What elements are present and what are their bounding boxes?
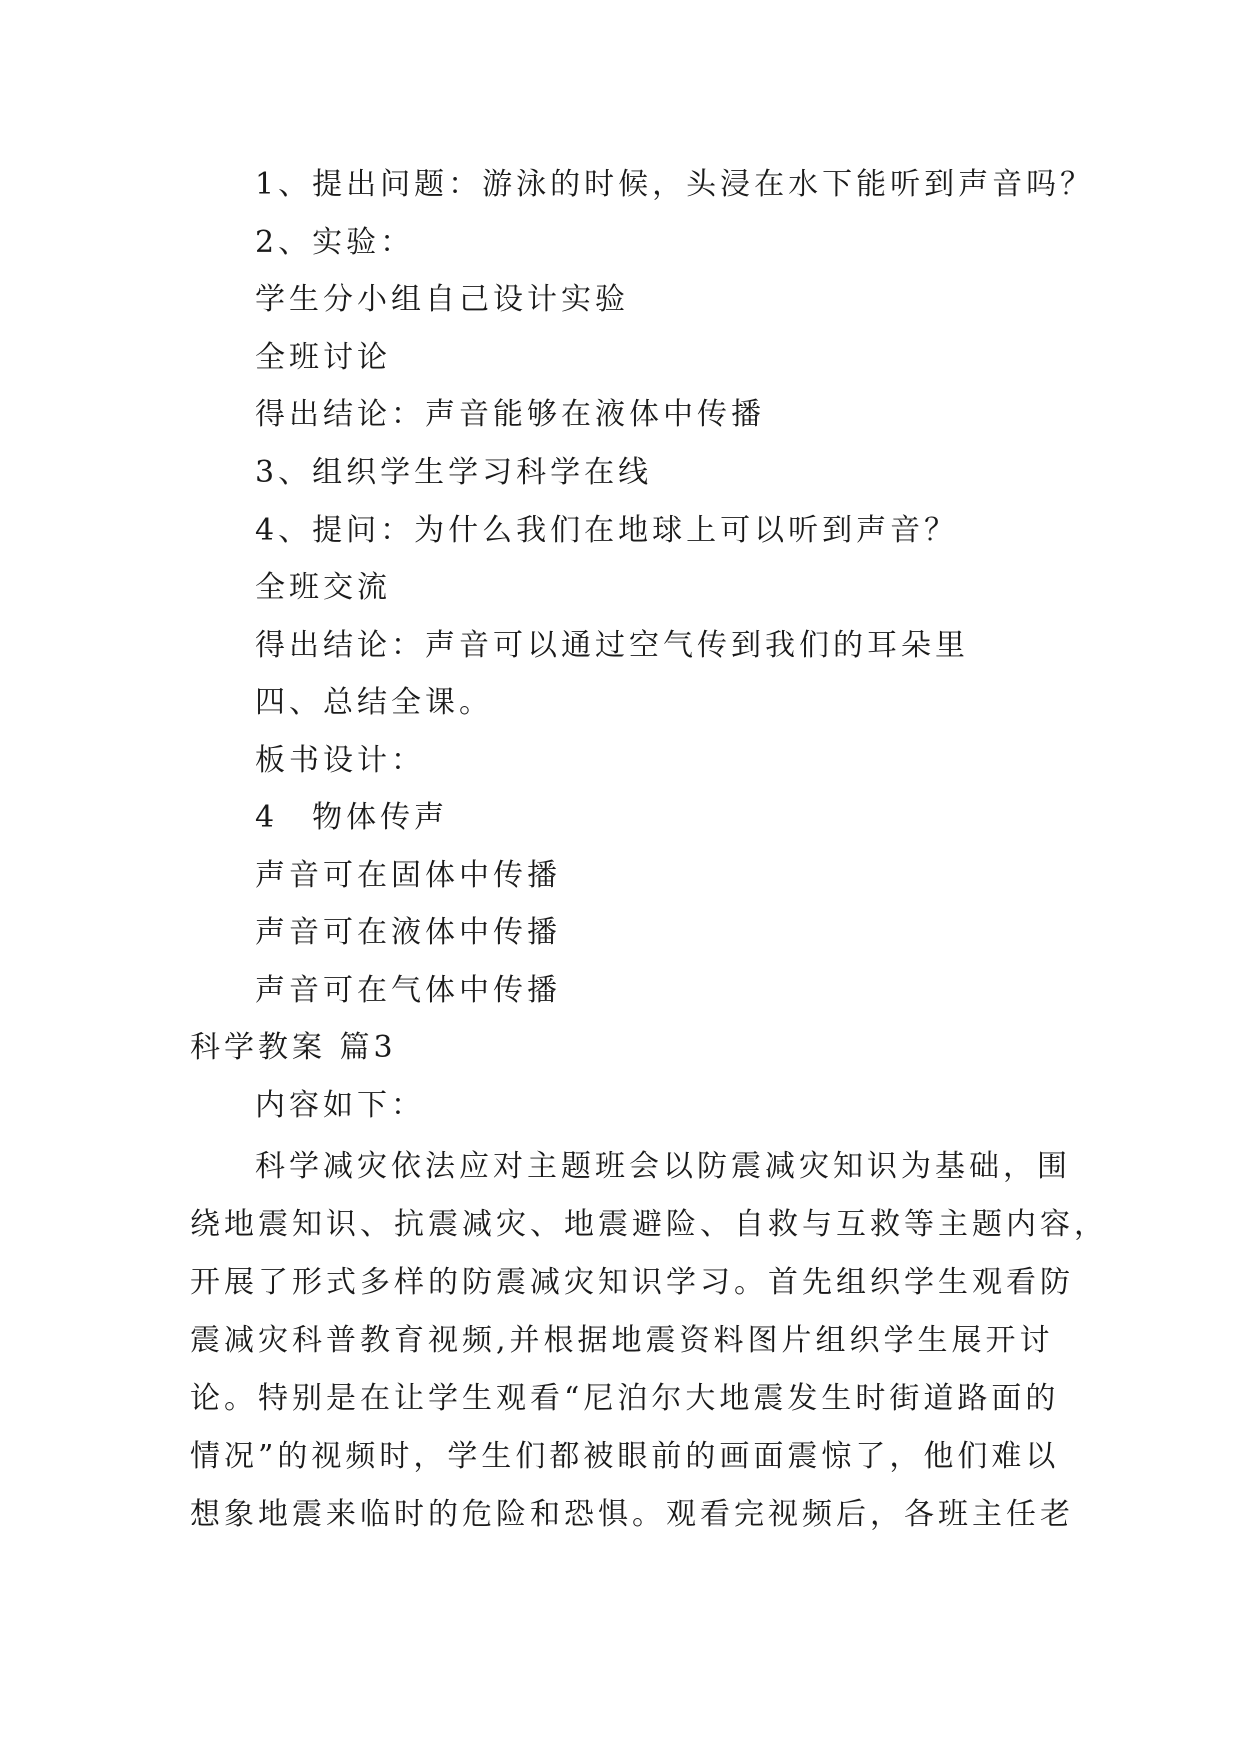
- text-line-question: 1、提出问题：游泳的时候，头浸在水下能听到声音吗？: [255, 167, 1095, 202]
- text-line-solid: 声音可在固体中传播: [255, 858, 561, 893]
- paragraph-line: 绕地震知识、抗震减灾、地震避险、自救与互救等主题内容，: [190, 1207, 1108, 1242]
- text-line-liquid: 声音可在液体中传播: [255, 915, 561, 950]
- paragraph-line: 论。特别是在让学生观看“尼泊尔大地震发生时街道路面的: [190, 1381, 1060, 1416]
- text-line-class-exchange: 全班交流: [255, 570, 391, 605]
- text-line-conclusion-air: 得出结论：声音可以通过空气传到我们的耳朵里: [255, 628, 969, 663]
- text-line-summary: 四、总结全课。: [255, 685, 493, 720]
- section-heading: 科学教案 篇3: [190, 1030, 397, 1065]
- text-line-class-discussion: 全班讨论: [255, 340, 391, 375]
- text-line-ask-earth: 4、提问：为什么我们在地球上可以听到声音？: [255, 513, 959, 548]
- paragraph-line: 情况”的视频时，学生们都被眼前的画面震惊了，他们难以: [190, 1439, 1060, 1474]
- text-line-group-design: 学生分小组自己设计实验: [255, 282, 629, 317]
- text-line-conclusion-liquid: 得出结论：声音能够在液体中传播: [255, 397, 765, 432]
- text-line-science-online: 3、组织学生学习科学在线: [255, 455, 653, 490]
- text-line-board-title: 4 物体传声: [255, 800, 449, 835]
- text-line-gas: 声音可在气体中传播: [255, 973, 561, 1008]
- paragraph-line: 科学减灾依法应对主题班会以防震减灾知识为基础，围: [255, 1149, 1071, 1184]
- paragraph-line: 震减灾科普教育视频,并根据地震资料图片组织学生展开讨: [190, 1323, 1054, 1358]
- paragraph-line: 想象地震来临时的危险和恐惧。观看完视频后，各班主任老: [190, 1497, 1074, 1532]
- body-paragraph: [190, 1138, 1108, 1544]
- text-line-board-design: 板书设计：: [255, 743, 425, 778]
- paragraph-line: 开展了形式多样的防震减灾知识学习。首先组织学生观看防: [190, 1265, 1074, 1300]
- text-line-experiment: 2、实验：: [255, 225, 415, 260]
- intro-line: 内容如下：: [255, 1088, 425, 1123]
